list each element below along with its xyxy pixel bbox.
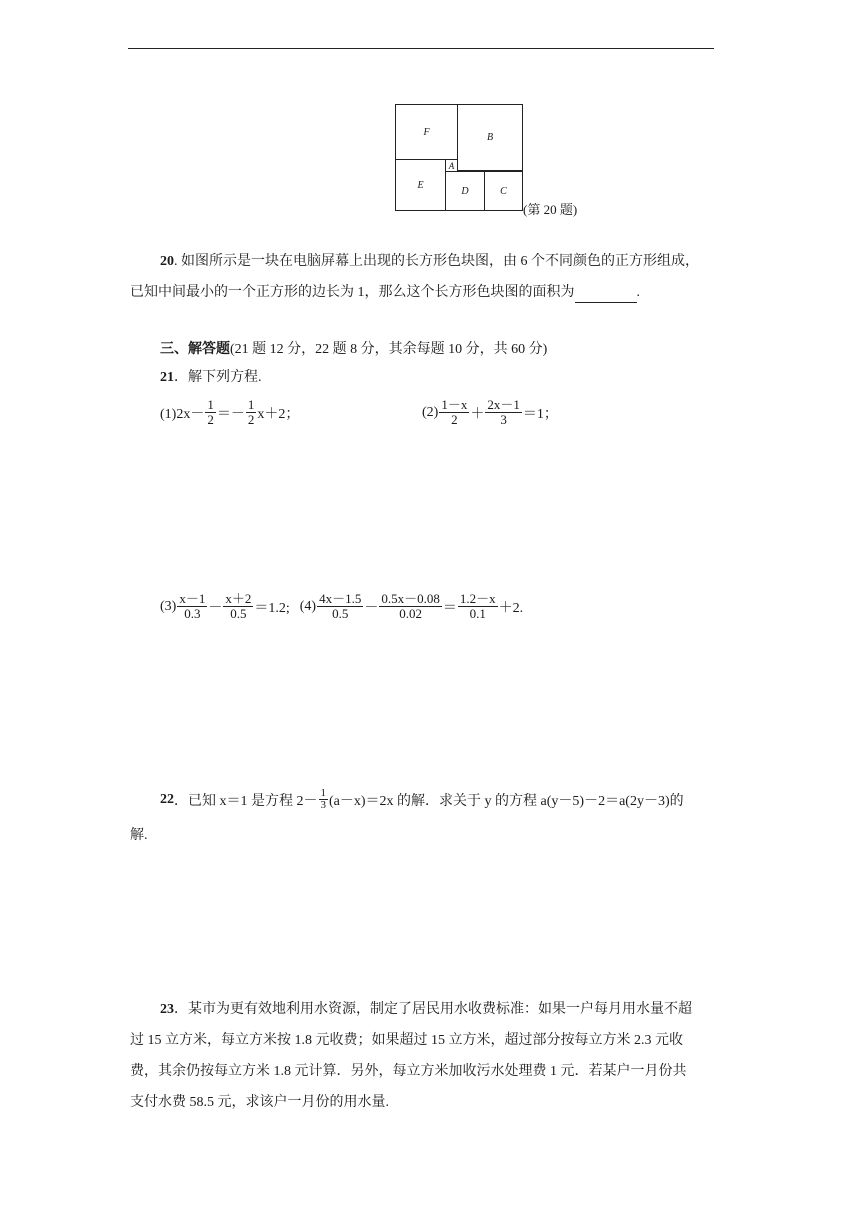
square-a: A xyxy=(445,159,458,172)
square-e: E xyxy=(395,159,446,211)
q22-number: 22 xyxy=(160,791,174,807)
square-c: C xyxy=(484,171,523,211)
header-rule xyxy=(128,48,714,49)
square-f: F xyxy=(395,104,458,160)
section-title: 三、解答题(21 题 12 分，22 题 8 分，其余每题 10 分，共 60 分) xyxy=(160,342,548,357)
q23-line2: 过 15 立方米，每立方米按 1.8 元收费；如果超过 15 立方米，超过部分按每立方米 2.3 元收 xyxy=(130,1033,683,1048)
q21-part3-4: (3) $\frac{x-1}{0.3}$ － $\frac{x+2}{0.5}$ ＝1.2; (4) $\frac{4x-1.5}{0.5}$ － $\frac{0.5x-0.08}{0.02}$ ＝ $\frac{1.2-x}{0.1}$ ＋2. xyxy=(160,591,524,621)
figure-caption: (第 20 题) xyxy=(523,202,578,217)
square-b: B xyxy=(457,104,523,171)
q21-part1: (1)2x－ $\frac{1}{2}$ ＝－ $\frac{1}{2}$ x＋2； xyxy=(160,397,300,427)
q23-line3: 费，其余仍按每立方米 1.8 元计算．另外，每立方米加收污水处理费 1 元．若某户一月份共 xyxy=(130,1064,687,1079)
rectangle-figure xyxy=(395,104,523,211)
q23-line1: 23．某市为更有效地利用水资源，制定了居民用水收费标准：如果一户每月用水量不超 xyxy=(160,1002,692,1017)
q20-number: 20 xyxy=(160,254,174,269)
q22-line1: 22 ．已知 x＝1 是方程 2－ $\frac{1}{3}$ (a－x)＝2x 的解．求关于 y 的方程 a(y－5)－2＝a(2y－3)的 xyxy=(160,787,684,811)
q21-stem: 21．解下列方程. xyxy=(160,370,262,385)
q20-line1: 20. 如图所示是一块在电脑屏幕上出现的长方形色块图，由 6 个不同颜色的正方形组成， xyxy=(160,254,699,269)
q22-line2: 解. xyxy=(130,828,148,843)
square-d: D xyxy=(445,171,485,211)
q21-number: 21 xyxy=(160,370,174,385)
q23-line4: 支付水费 58.5 元，求该户一月份的用水量. xyxy=(130,1095,389,1110)
q20-line2: 已知中间最小的一个正方形的边长为 1，那么这个长方形色块图的面积为 . xyxy=(130,283,640,303)
q23-number: 23 xyxy=(160,1002,174,1017)
q21-part2: (2) $\frac{1-x}{2}$ ＋ $\frac{2x-1}{3}$ ＝1； xyxy=(422,397,558,427)
answer-blank[interactable] xyxy=(575,288,637,303)
